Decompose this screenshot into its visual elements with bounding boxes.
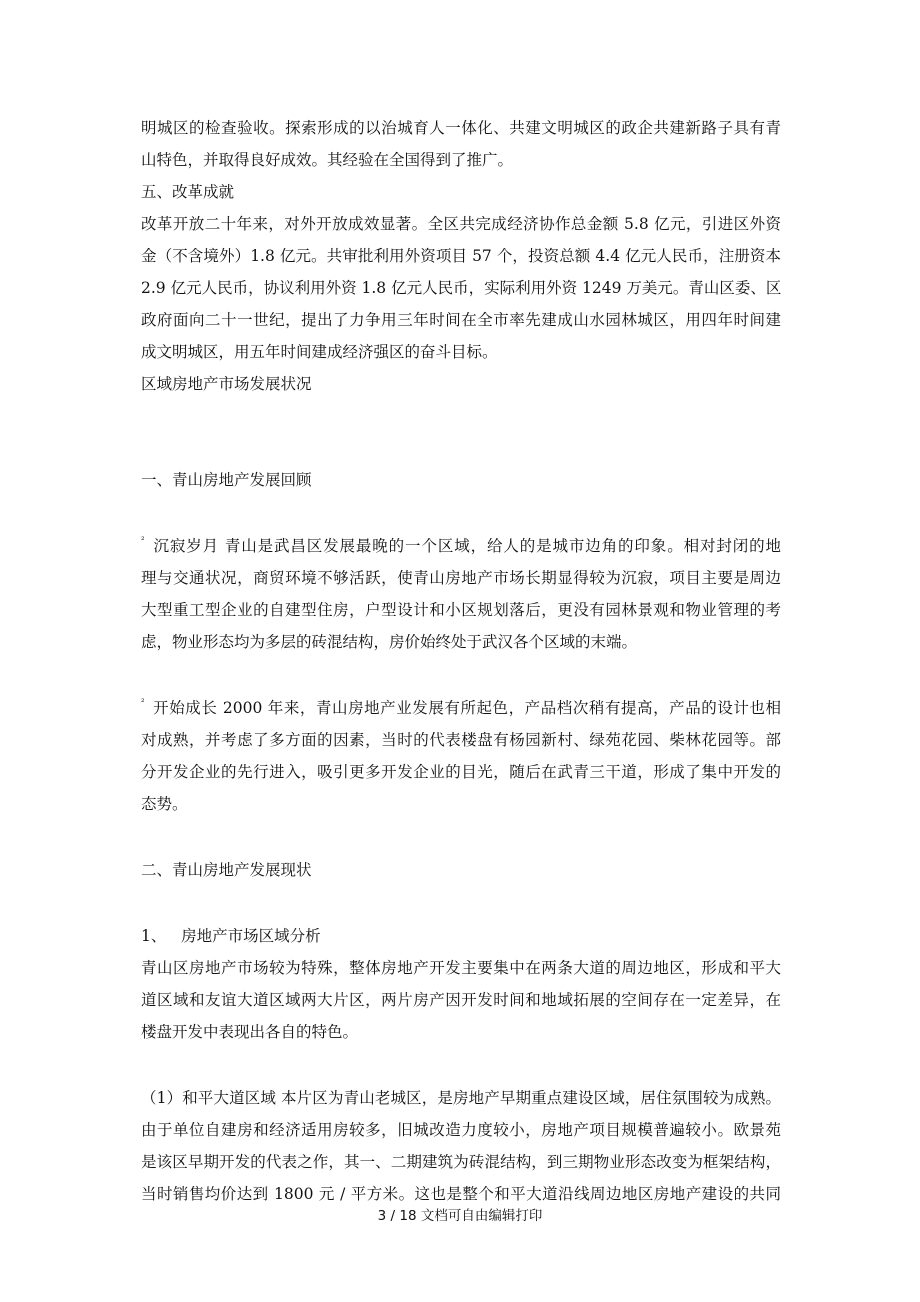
page-content [141,112,781,1210]
paragraph-line: 理与交通状况，商贸环境不够活跃，使青山房地产市场长期显得较为沉寂，项目主要是周边 [141,569,781,587]
paragraph-line: 是该区早期开发的代表之作，其一、二期建筑为砖混结构，到三期物业形态改变为框架结构， [141,1153,781,1171]
paragraph-line: 当时销售均价达到 1800 元 / 平方米。这也是整个和平大道沿线周边地区房地产建设的共同 [141,1185,781,1203]
paragraph-line: 大型重工型企业的自建型住房，户型设计和小区规划落后，更没有园林景观和物业管理的考 [141,601,781,619]
paragraph-line: （1）和平大道区域 本片区为青山老城区，是房地产早期重点建设区域，居住氛围较为成熟。 [141,1089,781,1107]
page-footer: 3 / 18 文档可自由编辑打印 [377,1208,543,1224]
paragraph-line: ² 开始成长 2000 年来，青山房地产业发展有所起色，产品档次稍有提高，产品的设计也相 [141,692,781,724]
paragraph-line: 2.9 亿元人民币，协议利用外资 1.8 亿元人民币，实际利用外资 1249 万美元。青山区委、区 [141,279,782,297]
bullet-mark: ² [141,536,145,546]
paragraph-line: 由于单位自建房和经济适用房较多，旧城改造力度较小，房地产项目规模普遍较小。欧景苑 [141,1121,781,1139]
paragraph-line: 山特色，并取得良好成效。其经验在全国得到了推广。 [141,151,514,169]
section-title: 区域房地产市场发展状况 [141,375,312,393]
paragraph-line: 成文明城区，用五年时间建成经济强区的奋斗目标。 [141,343,498,361]
paragraph-line: 分开发企业的先行进入，吸引更多开发企业的目光，随后在武青三干道，形成了集中开发的 [141,763,781,781]
paragraph-line: 态势。 [141,795,188,813]
paragraph-line: 楼盘开发中表现出各自的特色。 [141,1023,359,1041]
paragraph-line: 道区域和友谊大道区域两大片区，两片房产因开发时间和地域拓展的空间存在一定差异，在 [141,991,781,1009]
paragraph-line: 改革开放二十年来，对外开放成效显著。全区共完成经济协作总金额 5.8 亿元，引进区外资 [141,215,781,233]
subsection-heading: 1、 房地产市场区域分析 [141,927,321,945]
paragraph-line: 政府面向二十一世纪，提出了力争用三年时间在全市率先建成山水园林城区，用四年时间建 [141,311,781,329]
paragraph-line: 金（不含境外）1.8 亿元。共审批利用外资项目 57 个，投资总额 4.4 亿元人民币，注册资本 [141,247,781,265]
section-heading: 二、青山房地产发展现状 [141,861,312,879]
paragraph-line: 虑，物业形态均为多层的砖混结构，房价始终处于武汉各个区域的末端。 [141,633,638,651]
paragraph-line: ² 沉寂岁月 青山是武昌区发展最晚的一个区域，给人的是城市边角的印象。相对封闭的地 [141,530,781,562]
paragraph-line: 青山区房地产市场较为特殊，整体房地产开发主要集中在两条大道的周边地区，形成和平大 [141,959,781,977]
bullet-mark: ² [141,698,145,708]
section-heading: 五、改革成就 [141,183,235,201]
paragraph-line: 明城区的检查验收。探索形成的以治城育人一体化、共建文明城区的政企共建新路子具有青 [141,119,781,137]
section-heading: 一、青山房地产发展回顾 [141,471,312,489]
paragraph-line: 对成熟，并考虑了多方面的因素，当时的代表楼盘有杨园新村、绿苑花园、柴林花园等。部 [141,731,781,749]
